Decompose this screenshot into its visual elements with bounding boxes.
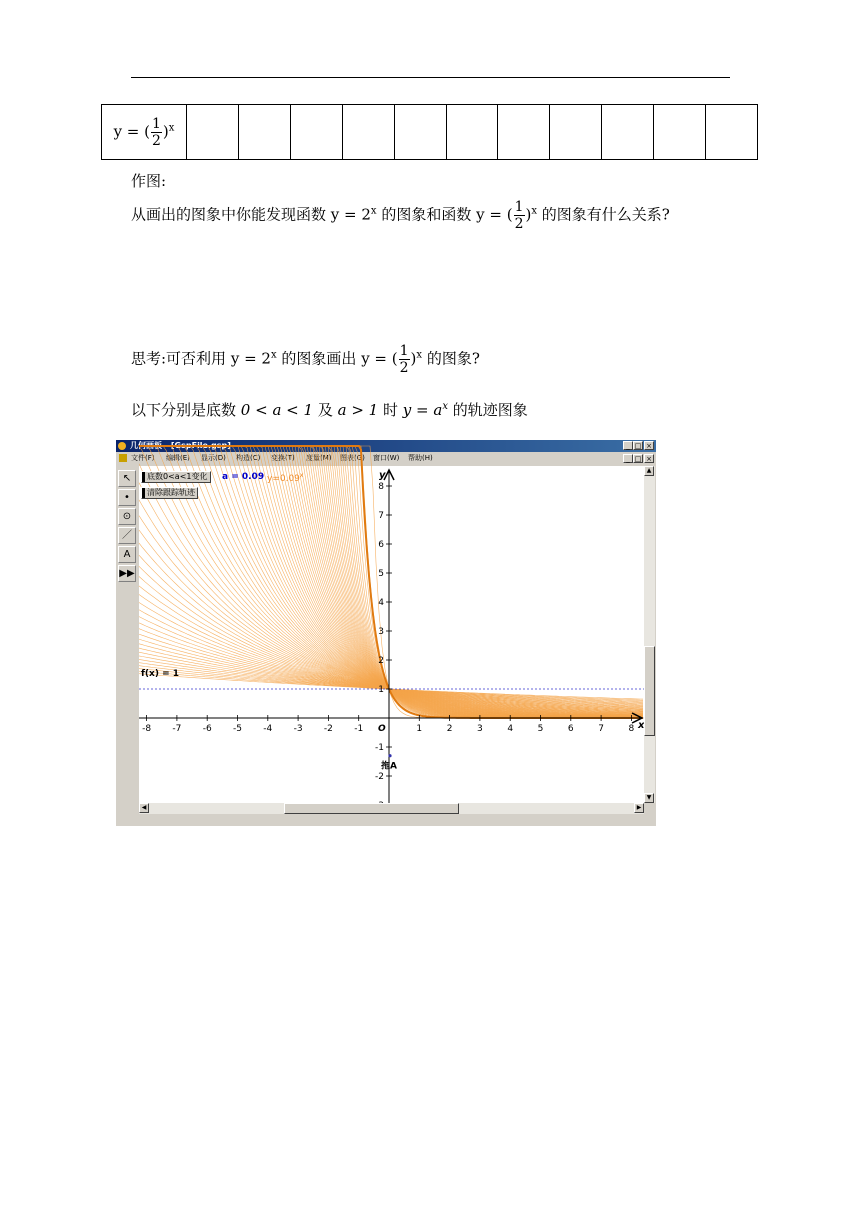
horizontal-scrollbar[interactable] [139, 803, 644, 814]
y-tick-label: 4 [378, 598, 384, 608]
maximize-button[interactable]: □ [634, 442, 642, 450]
x-tick-label: -5 [233, 724, 242, 734]
y-tick-label: 2 [378, 656, 384, 666]
point-tool-icon[interactable]: • [118, 489, 136, 506]
trace-curve [139, 446, 643, 718]
arrow-tool-icon[interactable]: ↖ [118, 470, 136, 487]
fx-label: f(x) = 1 [141, 669, 180, 679]
y-tick-label: 3 [378, 627, 384, 637]
sketch-canvas[interactable] [139, 466, 644, 803]
trace-curve [139, 446, 643, 718]
fraction-numerator: 1 [399, 343, 409, 359]
trace-curve [139, 446, 643, 718]
y-tick-label: 1 [378, 685, 384, 695]
q3-condition-2: a > 1 [337, 401, 379, 419]
trace-curve [139, 446, 643, 718]
q2-formula-half-suffix: ) [410, 349, 417, 368]
minimize-button[interactable]: _ [623, 441, 633, 450]
table-cell [498, 105, 550, 160]
trace-curve [139, 446, 643, 716]
table-cell [290, 105, 342, 160]
x-axis-label: x [638, 720, 645, 731]
q3-formula: y = a [402, 401, 443, 419]
menu-edit[interactable]: 编辑(E) [166, 454, 190, 462]
trace-curve [139, 446, 643, 718]
doc-icon [119, 454, 127, 462]
point-a-label: 拖A [381, 761, 397, 772]
x-tick-label: 7 [598, 724, 604, 734]
table-cell [550, 105, 602, 160]
q2-exp-1: x [270, 349, 277, 361]
trace-curve [139, 446, 643, 718]
q3-condition-1: 0 < a < 1 [240, 401, 314, 419]
window-title: 几何画板 - [GspFile.gsp] [130, 441, 231, 450]
q2-formula-2x: y = 2 [230, 349, 271, 368]
fraction [151, 117, 162, 148]
trace-curve [139, 543, 643, 713]
horizontal-scroll-thumb[interactable] [284, 803, 459, 814]
trace-curve [139, 446, 643, 718]
caption-line [131, 399, 528, 420]
q2-exp-2: x [416, 349, 423, 361]
draw-label: 作图: [131, 172, 167, 190]
trace-curve [139, 446, 643, 718]
y-tick-label: 7 [378, 511, 384, 521]
trace-curve [139, 530, 643, 714]
x-tick-label: 5 [537, 724, 544, 734]
trace-curve [139, 446, 643, 717]
trace-curve [139, 446, 643, 718]
q1-text-b: 的图象和函数 [381, 205, 472, 224]
q1-formula-half-prefix: y = ( [476, 205, 513, 224]
trace-curve [139, 446, 643, 718]
table-cell [654, 105, 706, 160]
trace-curve [139, 446, 643, 718]
doc-minimize-button[interactable]: _ [623, 454, 633, 463]
trace-curve [139, 446, 643, 718]
trace-curve [139, 446, 643, 717]
x-tick-label: 2 [446, 724, 453, 734]
q2-formula-half-prefix: y = ( [361, 349, 398, 368]
menu-transform[interactable]: 变换(T) [271, 454, 295, 462]
trace-curve [139, 446, 643, 718]
y-tick-label: 6 [378, 540, 384, 550]
app-icon [118, 442, 126, 450]
y-tick-label: -2 [375, 772, 384, 782]
table-cell [187, 105, 239, 160]
vertical-scroll-thumb[interactable] [644, 646, 655, 736]
table-cell [602, 105, 654, 160]
trace-curve [139, 446, 643, 718]
x-tick-label: 8 [628, 724, 635, 734]
trace-curve [139, 446, 643, 718]
line-tool-icon[interactable]: ／ [118, 527, 136, 544]
menu-help[interactable]: 帮助(H) [408, 454, 433, 462]
menu-construct[interactable]: 构造(C) [236, 454, 261, 462]
trace-curve [139, 446, 643, 717]
text-tool-icon[interactable]: A [118, 546, 136, 563]
x-tick-label: 6 [567, 724, 574, 734]
x-tick-label: 3 [477, 724, 483, 734]
question-1 [131, 200, 670, 231]
scroll-down-button[interactable]: ▼ [644, 793, 654, 803]
doc-close-button[interactable]: × [644, 454, 654, 463]
gsp-window [116, 440, 656, 826]
param-a-label: a = 0.09 [222, 472, 265, 482]
trace-curve [139, 446, 643, 718]
x-tick-label: -4 [263, 724, 273, 734]
trace-curve [139, 446, 643, 717]
x-tick-label: -7 [172, 724, 182, 734]
doc-maximize-button[interactable]: □ [634, 455, 642, 463]
toolbox [118, 470, 136, 584]
x-tick-label: 1 [416, 724, 423, 734]
table-row-header [102, 105, 187, 160]
table-cell [342, 105, 394, 160]
fraction-numerator: 1 [514, 199, 524, 215]
trace-curve [139, 446, 643, 718]
trace-curve [139, 446, 643, 717]
function-label-exp: x [299, 472, 304, 479]
y-tick-label: 5 [378, 569, 384, 579]
trace-curve [139, 446, 643, 718]
trace-curve [139, 446, 643, 718]
q1-exp-1: x [370, 205, 377, 217]
y-tick-label: 8 [378, 482, 384, 492]
q1-text-c: 的图象有什么关系? [541, 205, 670, 224]
trace-curve [139, 446, 643, 718]
q2-text-b: 的图象画出 [281, 349, 357, 368]
table-row [102, 105, 758, 160]
trace-curve [139, 446, 643, 718]
trace-curve [139, 446, 643, 718]
question-2 [131, 344, 480, 375]
trace-curve [139, 446, 643, 718]
trace-curve [139, 446, 643, 718]
close-button[interactable]: × [644, 441, 654, 450]
x-tick-label: -1 [354, 724, 364, 734]
table-cell [706, 105, 758, 160]
fraction-numerator: 1 [152, 115, 161, 132]
q1-fraction [514, 200, 525, 231]
trace-curve [139, 446, 643, 717]
q1-exp-2: x [531, 205, 537, 217]
trace-curve [139, 446, 643, 716]
q1-text-a: 从画出的图象中你能发现函数 [131, 205, 327, 224]
scroll-up-button[interactable]: ▲ [644, 466, 654, 476]
y-tick-label: -1 [375, 743, 384, 753]
formula-exponent: x [168, 122, 175, 133]
trace-curve [139, 446, 643, 718]
menu-display[interactable]: 显示(D) [201, 454, 226, 462]
trace-curve [139, 483, 643, 715]
q3-text-c: 时 [383, 401, 399, 419]
current-curve [139, 446, 643, 718]
x-tick-label: -2 [323, 724, 333, 734]
x-tick-label: -8 [142, 724, 152, 734]
table-cell [238, 105, 290, 160]
trace-curve [139, 446, 643, 718]
trace-curve [139, 446, 643, 718]
trace-curve [139, 446, 643, 718]
trace-curve [139, 446, 643, 718]
table-cell [394, 105, 446, 160]
x-tick-label: -6 [202, 724, 212, 734]
function-label-text: y=0.09 [267, 474, 300, 484]
fraction-denominator: 2 [399, 360, 409, 376]
trace-curve [139, 446, 643, 718]
trace-curve [139, 446, 643, 717]
q2-text-a: 思考:可否利用 [131, 349, 227, 368]
trace-curve [139, 446, 643, 718]
animate-base-button[interactable]: 底数0<a<1变化 [141, 471, 211, 483]
trace-curve [139, 446, 643, 718]
table-cell [446, 105, 498, 160]
trace-curve [139, 446, 643, 718]
trace-curve [139, 446, 643, 716]
compass-tool-icon[interactable]: ⊙ [118, 508, 136, 525]
trace-curve [139, 446, 643, 718]
q2-text-c: 的图象? [426, 349, 480, 368]
trace-curve [139, 446, 643, 716]
point-a [388, 754, 391, 757]
value-table [101, 104, 758, 160]
x-tick-label: 4 [507, 724, 514, 734]
menu-measure[interactable]: 度量(M) [306, 454, 332, 462]
function-label [267, 472, 303, 484]
menu-window[interactable]: 窗口(W) [373, 454, 400, 462]
q2-fraction [399, 344, 410, 375]
clear-trace-button[interactable]: 清除跟踪轨迹 [141, 487, 198, 499]
trace-curve [139, 516, 643, 714]
fraction-denominator: 2 [152, 132, 161, 149]
trace-curve [139, 446, 643, 718]
q3-text-d: 的轨迹图象 [452, 401, 528, 419]
q3-text-b: 及 [317, 401, 333, 419]
graph-plot [139, 466, 644, 803]
menu-file[interactable]: 文件(F) [131, 454, 155, 462]
menu-graph[interactable]: 图表(G) [340, 454, 365, 462]
fraction-denominator: 2 [514, 216, 524, 232]
scroll-left-button[interactable]: ◀ [139, 803, 149, 813]
formula-prefix: y = ( [113, 122, 150, 140]
formula-suffix: ) [162, 122, 169, 140]
trace-curve [139, 446, 643, 718]
header-rule [131, 77, 730, 78]
trace-curve [139, 446, 643, 718]
q1-formula-2x: y = 2 [330, 205, 371, 224]
q1-formula-half-suffix: ) [525, 205, 532, 224]
trace-curve [139, 446, 643, 718]
y-axis-label: y [379, 470, 386, 481]
trace-curve [139, 446, 643, 718]
trace-curve [139, 464, 643, 715]
trace-curve [139, 446, 643, 718]
origin-label: O [378, 724, 386, 734]
trace-curve [139, 446, 643, 718]
custom-tool-icon[interactable]: ▶▶ [118, 565, 136, 582]
x-tick-label: -3 [293, 724, 303, 734]
vertical-scrollbar[interactable] [644, 466, 655, 803]
trace-curve [139, 446, 643, 718]
scroll-right-button[interactable]: ▶ [634, 803, 644, 813]
q3-exp: x [442, 401, 448, 412]
trace-curve [139, 446, 643, 718]
trace-curve [139, 446, 643, 718]
q3-text-a: 以下分别是底数 [131, 401, 237, 419]
